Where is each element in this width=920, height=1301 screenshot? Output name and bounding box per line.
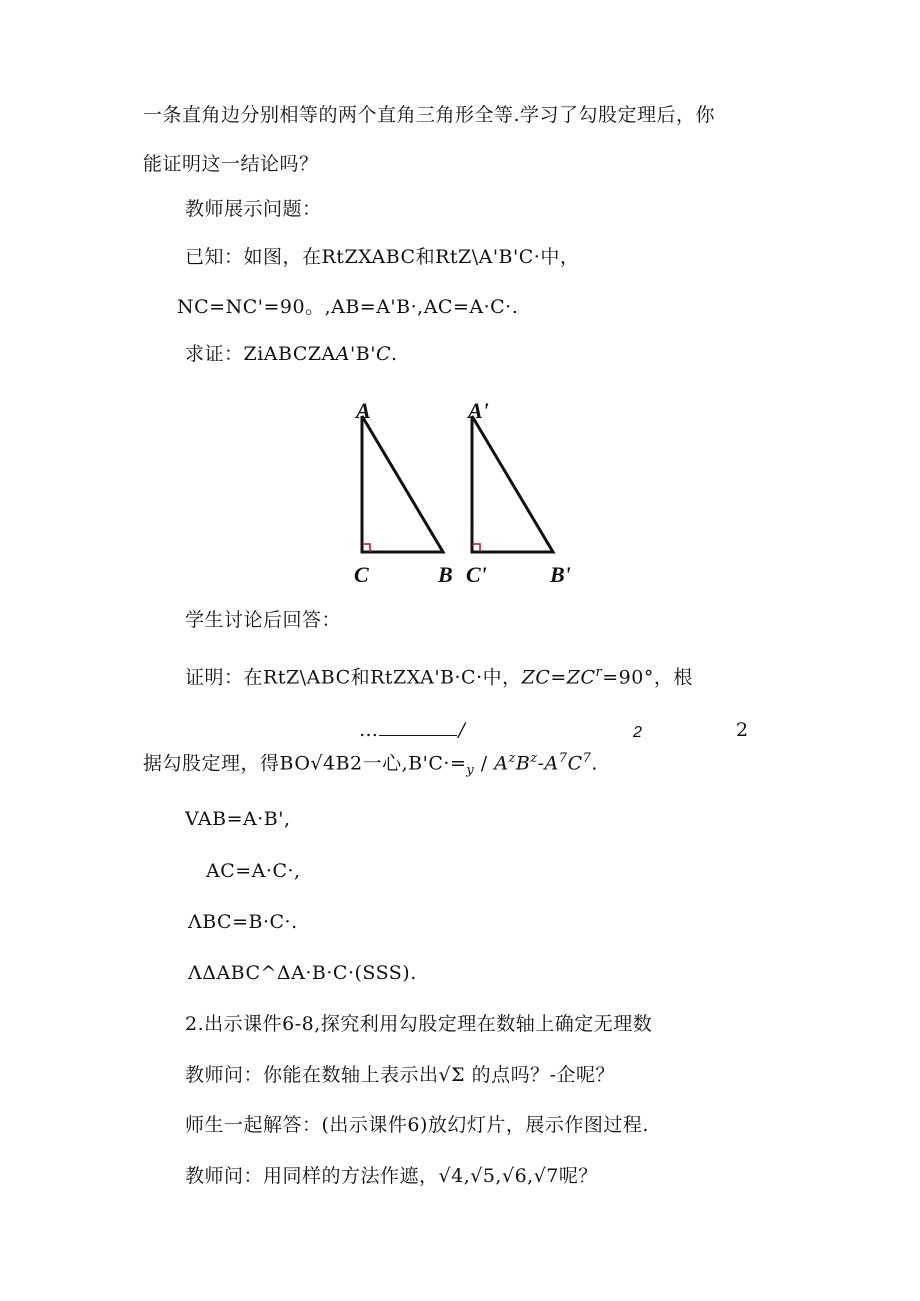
- label-c-prime: C': [466, 562, 487, 587]
- proof-line-2: [143, 746, 598, 784]
- given-statement: 已知：如图，在RtZXABC和RtZ\A'B'C·中，: [185, 246, 580, 268]
- radical-bar: [379, 723, 457, 736]
- triangle-a-prime-b-prime-c-prime: [466, 398, 571, 587]
- proof-conclusion: ΛΔABC^ΔA·B·C·(SSS).: [188, 962, 417, 984]
- proof-line-1-text: 证明：在RtZ\ABC和RtZXA'B·C·中，: [185, 666, 522, 689]
- triangle-abc: [354, 398, 453, 587]
- prove-end: .: [390, 343, 398, 365]
- var-minus-a: -A: [537, 752, 559, 775]
- prove-statement: [185, 341, 398, 367]
- prove-c: C: [375, 343, 391, 365]
- label-a-prime: A': [468, 398, 489, 423]
- prove-text: 求证：ZiABCZA: [185, 343, 336, 365]
- label-c: C: [354, 562, 369, 587]
- radical-bar-row: [359, 717, 465, 743]
- prove-a: A: [335, 343, 351, 365]
- sup-7a: 7: [558, 751, 568, 766]
- section-2-heading: 2.出示课件6-8,探究利用勾股定理在数轴上确定无理数: [185, 1013, 653, 1035]
- teacher-question-2: 教师问：用同样的方法作遮，√4,√5,√6,√7呢？: [185, 1165, 598, 1187]
- radical-dots: …: [359, 719, 379, 741]
- period: .: [591, 752, 598, 775]
- proof-step-ac: AC=A·C·,: [206, 860, 301, 882]
- given-conditions: NC=NC'=90。,AB=A'B·,AC=A·C·.: [177, 296, 519, 318]
- slash: /: [474, 752, 495, 775]
- proof-line-2-text: 据勾股定理，得BO√4B2一心,B'C·: [143, 752, 450, 775]
- label-b-prime: B': [550, 562, 571, 587]
- sub-y: y: [466, 763, 475, 779]
- proof-line-1-end: =90°，根: [602, 666, 693, 689]
- exponent-2-b: 2: [736, 719, 749, 741]
- var-c: C: [567, 752, 583, 775]
- joint-solution: 师生一起解答：(出示课件6)放幻灯片，展示作图过程.: [185, 1114, 649, 1136]
- radical-slash: /: [458, 719, 466, 741]
- proof-angle-eq: ZC=ZC: [521, 666, 596, 689]
- proof-sup: r: [595, 665, 603, 680]
- triangle-abc-outline: [362, 416, 443, 552]
- sup-z2: z: [530, 751, 538, 766]
- sup-7b: 7: [582, 751, 592, 766]
- triangles-figure: [340, 394, 600, 592]
- var-b: B: [515, 752, 531, 775]
- paragraph-line-1: 一条直角边分别相等的两个直角三角形全等.学习了勾股定理后，你: [143, 104, 716, 126]
- prove-b: 'B': [350, 343, 376, 365]
- eq-sign: =: [449, 752, 467, 775]
- label-a: A: [356, 398, 371, 423]
- teacher-question-1: 教师问：你能在数轴上表示出√Σ 的点吗？-企呢？: [185, 1064, 616, 1086]
- triangle-prime-outline: [472, 416, 553, 552]
- sup-z1: z: [508, 751, 516, 766]
- exponent-2-a: 2: [633, 724, 643, 741]
- teacher-shows-question: 教师展示问题：: [185, 198, 322, 220]
- paragraph-line-2: 能证明这一结论吗？: [143, 153, 319, 175]
- student-answer-intro: 学生讨论后回答：: [185, 609, 342, 631]
- proof-line-1: [185, 660, 693, 690]
- label-b: B: [438, 562, 453, 587]
- proof-step-ab: VAB=A·B',: [185, 808, 291, 830]
- var-a: A: [494, 752, 509, 775]
- proof-step-bc: ΛBC=B·C·.: [188, 911, 298, 933]
